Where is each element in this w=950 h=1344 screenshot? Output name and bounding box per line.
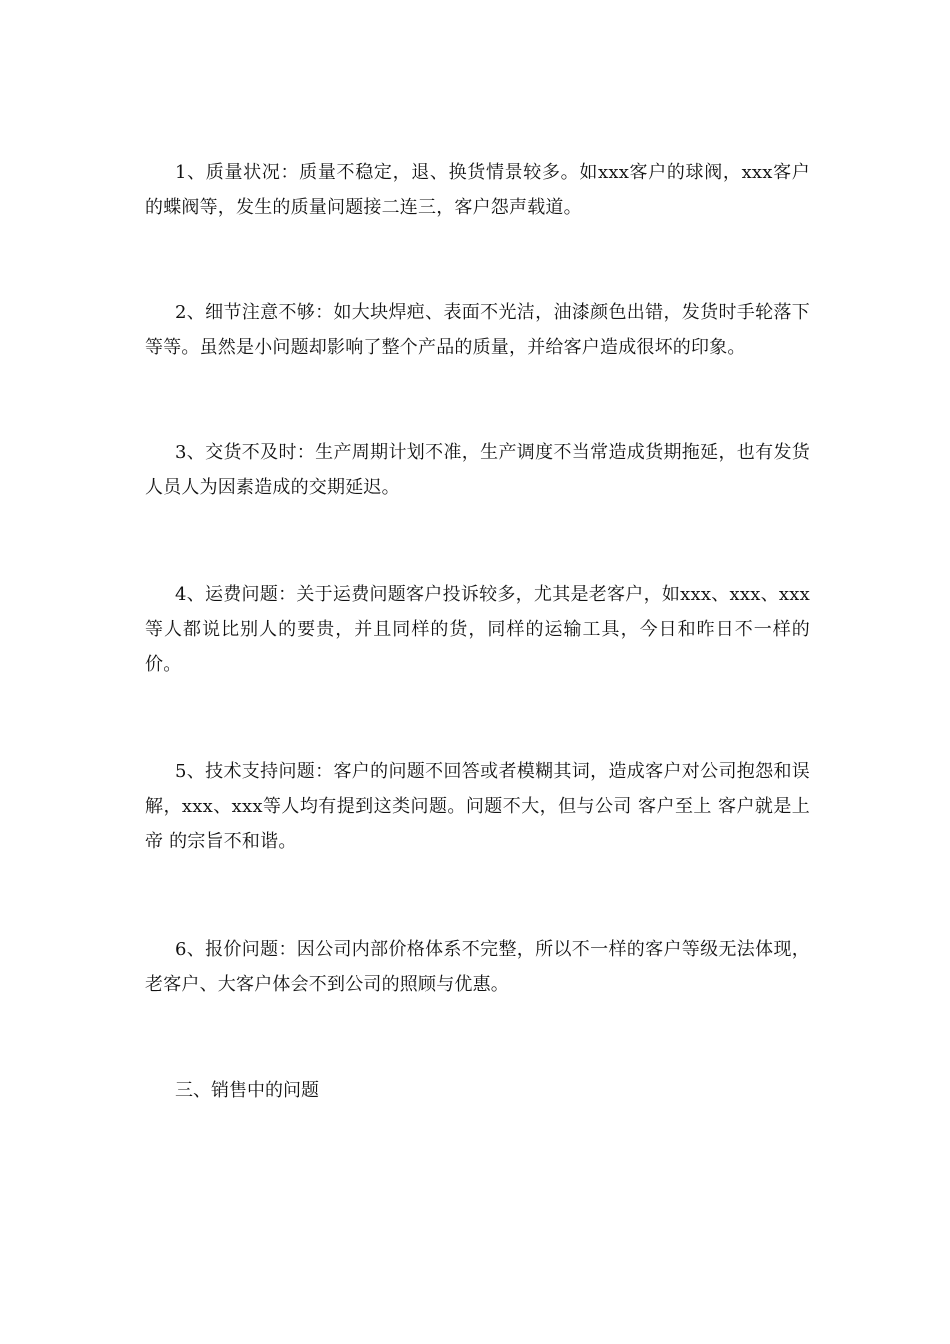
paragraph-quotation-issue: 6、报价问题：因公司内部价格体系不完整，所以不一样的客户等级无法体现，老客户、大客户体会不到公司的照顾与优惠。 (145, 939, 810, 995)
paragraph-quality-status: 1、质量状况：质量不稳定，退、换货情景较多。如xxx客户的球阀，xxx客户的蝶阀等，发生的质量问题接二连三，客户怨声载道。 (145, 162, 810, 218)
paragraph-detail-attention: 2、细节注意不够：如大块焊疤、表面不光洁，油漆颜色出错，发货时手轮落下等等。虽然是小问题却影响了整个产品的质量，并给客户造成很坏的印象。 (145, 302, 810, 358)
paragraph-delivery-delay: 3、交货不及时：生产周期计划不准，生产调度不当常造成货期拖延，也有发货人员人为因素造成的交期延迟。 (145, 442, 810, 498)
section-heading: 三、销售中的问题 (175, 1080, 319, 1101)
paragraph-tech-support: 5、技术支持问题：客户的问题不回答或者模糊其词，造成客户对公司抱怨和误解，xxx、xxx等人均有提到这类问题。问题不大，但与公司 客户至上 客户就是上帝 的宗旨不和谐。 (145, 761, 810, 852)
paragraph-freight-issue: 4、运费问题：关于运费问题客户投诉较多，尤其是老客户，如xxx、xxx、xxx等人都说比别人的要贵，并且同样的货，同样的运输工具，今日和昨日不一样的价。 (145, 584, 810, 675)
